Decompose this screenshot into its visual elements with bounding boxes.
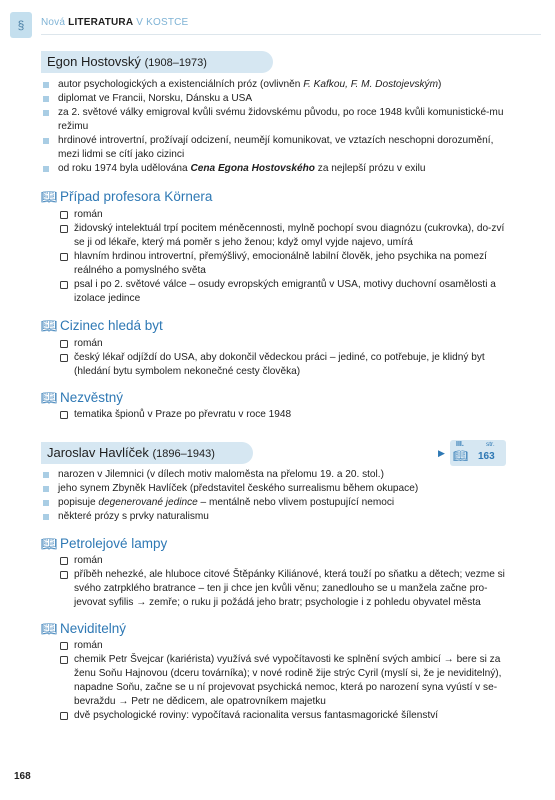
work-points-cizinec [60,337,515,379]
fact-item: popisuje degenerované jedince – mentálně nebo vlivem postupující nemoci [41,496,511,510]
work-points-petrolejove [60,554,515,610]
running-header [0,0,555,38]
open-book-icon: 📖︎ [453,449,469,463]
work-point: tematika špionů v Praze po převratu v roce 1948 [60,408,515,422]
fact-item: za 2. světové války emigroval kvůli svému židovskému původu, po roce 1948 kvůli komunistické-mu režimu [41,106,511,134]
work-point: hlavním hrdinou introvertní, přemýšlivý, emocionálně labilní člověk, jeho psychika na pomezí reálného a pomyslného světa [60,250,515,278]
work-title-pripad: 📖︎ Případ profesora Körnera [41,189,213,204]
running-head-title: Nová LITERATURA V KOSTCE [41,17,189,28]
work-point: román [60,554,515,568]
author-facts-hostovsky [41,78,511,176]
fact-item: narozen v Jilemnici (v dílech motiv maloměsta na přelomu 19. a 20. stol.) [41,468,511,482]
work-title-nezvestny: 📖︎ Nezvěstný [41,390,124,405]
open-book-icon: 📖︎ [41,621,58,636]
work-point: román [60,337,515,351]
work-title-neviditelny: 📖︎ Neviditelný [41,621,127,636]
section-tab-icon: § [10,12,32,38]
fact-item: jeho synem Zbyněk Havlíček (představitel českého surrealismu během okupace) [41,482,511,496]
page-number: 168 [14,771,31,782]
header-rule [41,34,541,35]
work-point: román [60,639,515,653]
work-point: chemik Petr Švejcar (kariérista) využívá své vypočítavosti ke splnění svých ambicí → bere si za ženu Soňu Hajnovou (dceru továrníka); v nové rodině žije strýc Cyril (myslí si, že je neviditelný), napadne Soňu, začne se u ní projevovat psychická nemoc, která po narození syna vyústí v se-bevraždu → Petr ne dědicem, ale opatrovníkem majetku [60,653,515,709]
fact-item: autor psychologických a existenciálních próz (ovlivněn F. Kafkou, F. M. Dostojevským) [41,78,511,92]
textbook-reference[interactable] [438,440,506,466]
arrow-right-icon: ▶ [438,448,445,458]
open-book-icon: 📖︎ [41,390,58,405]
open-book-icon: 📖︎ [41,536,58,551]
work-point: dvě psychologické roviny: vypočítavá racionalita versus fantasmagorické šílenství [60,709,515,723]
fact-item: některé prózy s prvky naturalismu [41,510,511,524]
work-point: psal i po 2. světové válce – osudy evropských emigrantů v USA, motivy duchovní osamělosti a izolace jedince [60,278,515,306]
work-points-nezvestny [60,408,515,422]
work-point: židovský intelektuál trpí pocitem méněcennosti, mylně pochopí svou diagnózu (cukrovka), do-zví se ji od lékaře, který má poměr s jeho ženou; když omyl vyjde najevo, umírá [60,222,515,250]
work-point: román [60,208,515,222]
author-heading-havlicek: Jaroslav Havlíček (1896–1943) [41,442,253,464]
work-point: příběh nehezké, ale hluboce citové Štěpánky Kiliánové, která touží po sňatku a dětech; vezme si svého zatrpklého bratrance – ten ji chce jen kvůli věnu; zanedlouho se u manžela začne pro-jevovat syfilis → zemře; o ruku ji požádá jeho bratr; psychologie i z pohledu obyvatel města [60,568,515,610]
work-title-cizinec: 📖︎ Cizinec hledá byt [41,318,163,333]
work-title-petrolejove: 📖︎ Petrolejové lampy [41,536,168,551]
fact-item: od roku 1974 byla udělována Cena Egona Hostovského za nejlepší prózu v exilu [41,162,511,176]
reference-box: III. 📖︎ str. 163 [450,440,506,466]
fact-item: hrdinové introvertní, prožívají odcizení, neumějí komunikovat, ve vztazích neschopni dorozumění, mezi lidmi se cítí jako cizinci [41,134,511,162]
fact-item: diplomat ve Francii, Norsku, Dánsku a USA [41,92,511,106]
open-book-icon: 📖︎ [41,318,58,333]
work-points-pripad [60,208,515,306]
author-heading-hostovsky: Egon Hostovský (1908–1973) [41,51,273,73]
work-points-neviditelny [60,639,515,723]
author-facts-havlicek [41,468,511,524]
open-book-icon: 📖︎ [41,189,58,204]
work-point: český lékař odjíždí do USA, aby dokončil vědeckou práci – jediné, co potřebuje, je klidný byt (hledání bytu symbolem nekonečné cesty člověka) [60,351,515,379]
